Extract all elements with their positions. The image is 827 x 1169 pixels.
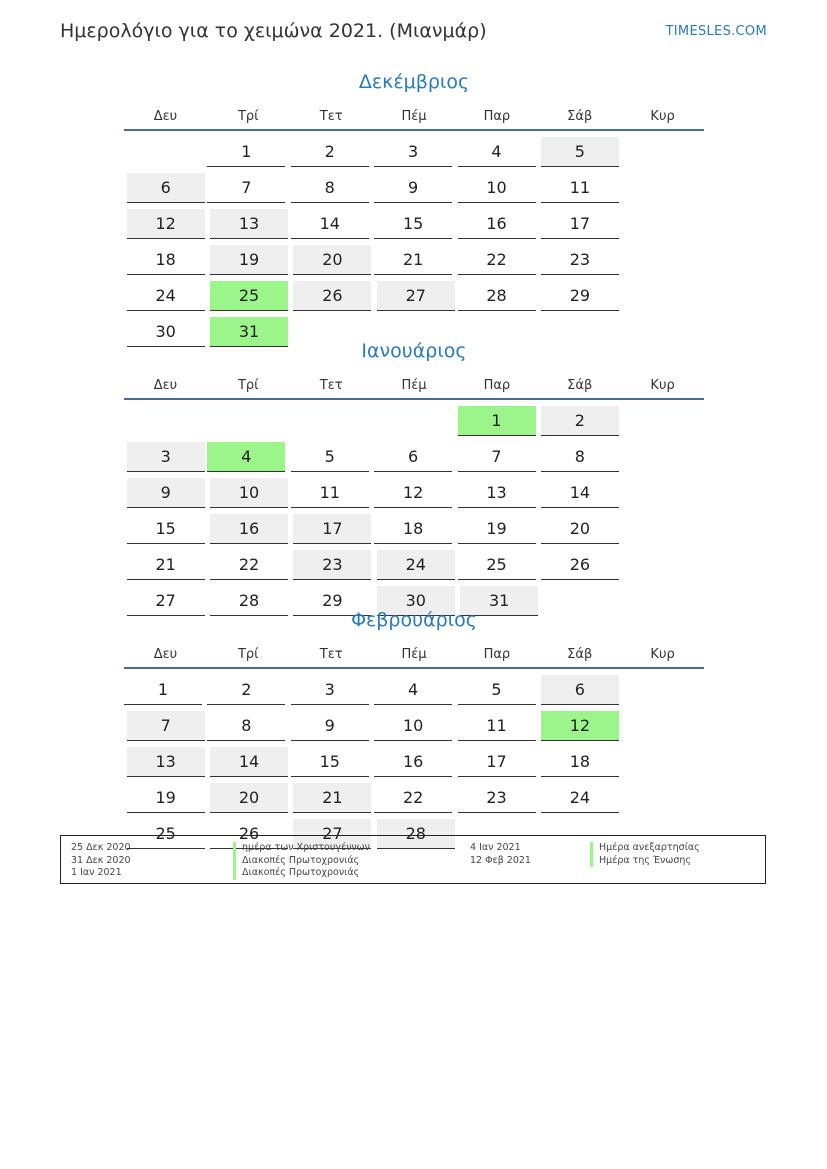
day-cell: 13 (210, 209, 288, 239)
day-cell: 30 (377, 586, 455, 616)
empty-cell (124, 406, 202, 436)
day-cell: 22 (210, 550, 288, 580)
weekday-label: Δευ (153, 378, 178, 393)
day-cell: 5 (541, 137, 619, 167)
legend-date: 31 Δεκ 2020 (71, 854, 131, 866)
weekday-label: Σάβ (567, 378, 593, 393)
day-cell: 4 (458, 137, 536, 167)
day-cell: 15 (291, 747, 369, 777)
weekday-label: Σάβ (567, 109, 593, 124)
legend-holiday-name: Διακοπές Πρωτοχρονιάς (233, 855, 370, 868)
legend-holiday-name: Ημέρα ανεξαρτησίας (590, 842, 700, 855)
weekday-label: Παρ (483, 647, 511, 662)
day-cell: 13 (127, 747, 205, 777)
empty-cell (124, 137, 202, 167)
weekday-label: Τρί (237, 109, 259, 124)
weekday-label: Τετ (319, 378, 343, 393)
empty-cell (291, 406, 369, 436)
holiday-day-cell: 12 (541, 711, 619, 741)
day-grid (124, 669, 704, 855)
day-cell: 7 (127, 711, 205, 741)
day-cell: 11 (291, 478, 369, 508)
legend-date: 4 Ιαν 2021 (470, 842, 521, 853)
legend-left-names (233, 842, 370, 880)
day-cell: 28 (377, 819, 455, 849)
day-cell: 24 (541, 783, 619, 813)
day-cell: 20 (541, 514, 619, 544)
day-cell: 10 (374, 711, 452, 741)
day-cell: 17 (293, 514, 371, 544)
legend-holiday-name: Ημέρα της Ένωσης (590, 855, 700, 868)
weekday-label: Τετ (319, 647, 343, 662)
weekday-label: Κυρ (650, 378, 675, 393)
day-cell: 20 (210, 783, 288, 813)
day-cell: 27 (377, 281, 455, 311)
day-cell: 8 (541, 442, 619, 472)
day-cell: 7 (207, 173, 285, 203)
holiday-day-cell: 4 (207, 442, 285, 472)
day-cell: 31 (460, 586, 538, 616)
day-cell: 11 (458, 711, 536, 741)
day-cell: 9 (291, 711, 369, 741)
day-cell: 14 (291, 209, 369, 239)
day-cell: 16 (210, 514, 288, 544)
day-cell: 17 (541, 209, 619, 239)
month-january (124, 336, 704, 622)
weekday-header (124, 105, 704, 131)
holiday-day-cell: 1 (458, 406, 536, 436)
day-cell: 5 (291, 442, 369, 472)
day-cell: 9 (374, 173, 452, 203)
day-cell: 29 (541, 281, 619, 311)
weekday-label: Τρί (237, 378, 259, 393)
day-cell: 7 (458, 442, 536, 472)
day-cell: 20 (293, 245, 371, 275)
day-cell: 25 (458, 550, 536, 580)
empty-cell (207, 406, 285, 436)
day-cell: 8 (207, 711, 285, 741)
holiday-legend (60, 835, 766, 884)
day-cell: 13 (458, 478, 536, 508)
day-cell: 10 (210, 478, 288, 508)
day-cell: 22 (458, 245, 536, 275)
legend-right-names (590, 842, 700, 867)
day-cell: 19 (127, 783, 205, 813)
day-cell: 8 (291, 173, 369, 203)
day-cell: 27 (293, 819, 371, 849)
legend-right-dates (470, 842, 531, 867)
day-cell: 23 (293, 550, 371, 580)
day-cell: 21 (127, 550, 205, 580)
day-cell: 23 (458, 783, 536, 813)
day-cell: 3 (291, 675, 369, 705)
day-cell: 1 (207, 137, 285, 167)
day-cell: 6 (127, 173, 205, 203)
day-cell: 18 (374, 514, 452, 544)
month-title: Ιανουάριος (361, 340, 467, 362)
weekday-header (124, 643, 704, 669)
weekday-header (124, 374, 704, 400)
legend-date: 1 Ιαν 2021 (71, 867, 122, 878)
page-title: Ημερολόγιο για το χειμώνα 2021. (Μιανμάρ) (60, 20, 487, 42)
day-cell: 12 (374, 478, 452, 508)
day-cell: 19 (458, 514, 536, 544)
day-cell: 9 (127, 478, 205, 508)
month-december (124, 67, 704, 353)
day-cell: 26 (541, 550, 619, 580)
weekday-label: Πέμ (401, 109, 427, 124)
day-cell: 16 (458, 209, 536, 239)
empty-cell (374, 406, 452, 436)
day-grid (124, 131, 704, 353)
weekday-label: Πέμ (401, 647, 427, 662)
day-cell: 2 (207, 675, 285, 705)
day-cell: 6 (374, 442, 452, 472)
day-cell: 3 (127, 442, 205, 472)
weekday-label: Παρ (483, 109, 511, 124)
weekday-label: Δευ (153, 647, 178, 662)
day-cell: 14 (541, 478, 619, 508)
legend-left-dates (71, 842, 131, 880)
day-cell: 25 (127, 819, 205, 849)
day-cell: 19 (210, 245, 288, 275)
day-cell: 21 (293, 783, 371, 813)
day-cell: 23 (541, 245, 619, 275)
day-cell: 6 (541, 675, 619, 705)
day-cell: 28 (458, 281, 536, 311)
day-cell: 30 (127, 317, 205, 347)
weekday-label: Δευ (153, 109, 178, 124)
day-cell: 2 (291, 137, 369, 167)
day-cell: 27 (127, 586, 205, 616)
month-title: Δεκέμβριος (358, 71, 470, 93)
holiday-day-cell: 25 (210, 281, 288, 311)
legend-holiday-name: Διακοπές Πρωτοχρονιάς (233, 867, 370, 880)
weekday-label: Τρί (237, 647, 259, 662)
day-cell: 16 (374, 747, 452, 777)
day-cell: 29 (293, 586, 371, 616)
weekday-label: Πέμ (401, 378, 427, 393)
holiday-day-cell: 31 (210, 317, 288, 347)
legend-date: 25 Δεκ 2020 (71, 842, 131, 853)
day-cell: 10 (458, 173, 536, 203)
day-cell: 28 (210, 586, 288, 616)
day-cell: 4 (374, 675, 452, 705)
weekday-label: Παρ (483, 378, 511, 393)
weekday-label: Κυρ (650, 647, 675, 662)
day-grid (124, 400, 704, 622)
weekday-label: Σάβ (567, 647, 593, 662)
day-cell: 22 (374, 783, 452, 813)
day-cell: 24 (127, 281, 205, 311)
day-cell: 11 (541, 173, 619, 203)
day-cell: 2 (541, 406, 619, 436)
day-cell: 26 (210, 819, 288, 849)
day-cell: 26 (293, 281, 371, 311)
day-cell: 14 (210, 747, 288, 777)
legend-date: 12 Φεβ 2021 (470, 854, 531, 866)
weekday-label: Τετ (319, 109, 343, 124)
day-cell: 18 (127, 245, 205, 275)
day-cell: 5 (458, 675, 536, 705)
day-cell: 12 (127, 209, 205, 239)
weekday-label: Κυρ (650, 109, 675, 124)
day-cell: 18 (541, 747, 619, 777)
brand-link[interactable]: TIMESLES.COM (665, 24, 767, 39)
month-february (124, 605, 704, 855)
day-cell: 15 (374, 209, 452, 239)
day-cell: 1 (124, 675, 202, 705)
day-cell: 24 (377, 550, 455, 580)
day-cell: 17 (458, 747, 536, 777)
day-cell: 21 (374, 245, 452, 275)
day-cell: 3 (374, 137, 452, 167)
legend-holiday-name: ημέρα των Χριστουγέννων (233, 842, 370, 855)
month-title: Φεβρουάριος (351, 609, 477, 631)
day-cell: 15 (127, 514, 205, 544)
